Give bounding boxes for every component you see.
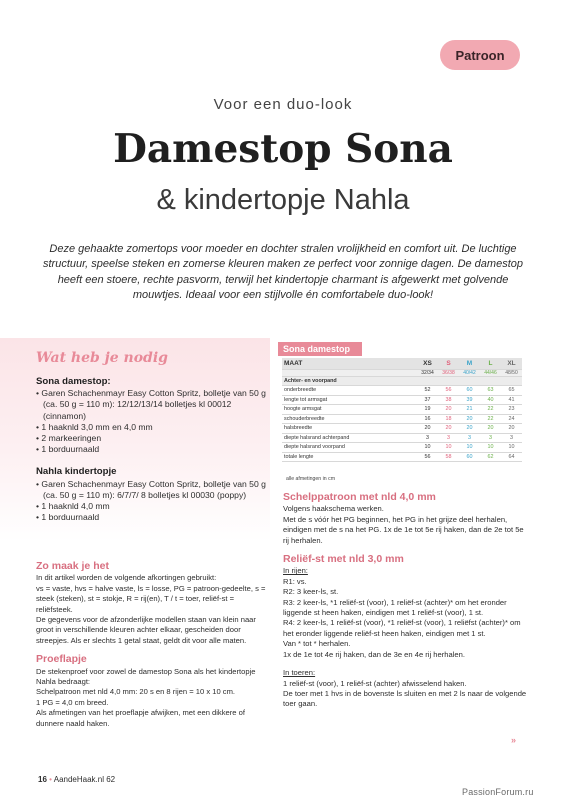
table-cell: 56: [417, 452, 438, 462]
shell-pattern-title: Schelppatroon met nld 4,0 mm: [283, 491, 436, 503]
table-cell: 60: [459, 386, 480, 396]
table-cell: 10: [501, 443, 522, 453]
category-badge: Patroon: [440, 40, 520, 70]
instructions-right-column: [283, 492, 527, 710]
table-cell: 3: [417, 433, 438, 443]
rounds-heading: In toeren:: [283, 668, 316, 678]
table-cell: 3: [438, 433, 459, 443]
table-cell: 52: [417, 386, 438, 396]
materials-body: [36, 376, 268, 523]
paragraph: Schelpatroon met nld 4,0 mm: 20 s en 8 rijen = 10 x 10 cm.: [36, 687, 236, 697]
table-header-cell: L: [480, 358, 501, 369]
table-cell: 24: [501, 414, 522, 424]
paragraph: Volgens haakschema werken.: [283, 504, 384, 514]
paragraph: R3: 2 keer-ls, *1 reliëf-st (voor), 1 reliëf-st (achter)* om het eronder liggende st heen haken, eindigen met 1 reliëf-st (voor), 1 st.: [283, 597, 507, 618]
table-row: [282, 452, 522, 462]
table-header-cell: XL: [501, 358, 522, 369]
table-row-label: hoogte armsgat: [282, 405, 417, 415]
nahla-materials-list: [36, 479, 268, 524]
footer-dot: •: [49, 775, 52, 784]
table-cell: 10: [480, 443, 501, 453]
table-subheader-row: [282, 369, 522, 376]
table-cell: 62: [480, 452, 501, 462]
table-cell: 10: [417, 443, 438, 453]
paragraph: Van * tot * herhalen.: [283, 639, 351, 649]
table-row-label: totale lengte: [282, 452, 417, 462]
paragraph: De gegevens voor de afzonderlijke modellen staan van klein naar groot in verschillende kleuren achter elkaar, gescheiden door streepjes. Als er slechts 1 getal staat, geldt dit voor alle maten.: [36, 615, 256, 645]
size-chart-table: [282, 358, 522, 462]
table-cell: 40: [480, 395, 501, 405]
instructions-left-column: [36, 561, 268, 729]
howto-title: Zo maak je het: [36, 560, 109, 572]
table-cell: 38: [438, 395, 459, 405]
paragraph: 1 reliëf-st (voor), 1 reliëf-st (achter) afwisselend haken.: [283, 678, 467, 688]
table-cell: 10: [459, 443, 480, 453]
table-cell: 18: [438, 414, 459, 424]
table-row: [282, 414, 522, 424]
table-cell: 39: [459, 395, 480, 405]
table-cell: 58: [438, 452, 459, 462]
paragraph: R1: vs.: [283, 576, 307, 586]
table-section-label: Achter- en voorpand: [282, 376, 522, 386]
table-cell: 20: [459, 424, 480, 434]
sona-heading: Sona damestop:: [36, 376, 111, 387]
paragraph: R4: 2 keer-ls, 1 reliëf-st (voor), *1 reliëf-st (voor), 1 reliëfst (achter)* om het eronder liggende reliëf-st heen haken, eindigen met 1 st.: [283, 618, 521, 638]
paragraph: 1 PG = 4,0 cm breed.: [36, 697, 109, 707]
table-cell: [282, 369, 417, 376]
table-row-label: schouderbreedte: [282, 414, 417, 424]
nahla-heading: Nahla kindertopje: [36, 466, 117, 478]
table-cell: 56: [438, 386, 459, 396]
table-header-cell: MAAT: [282, 358, 417, 369]
list-item: • 1 borduurnaald: [36, 444, 100, 455]
table-cell: 65: [501, 386, 522, 396]
table-body: [282, 386, 522, 462]
table-row: [282, 405, 522, 415]
paragraph: 1x de 1e tot 4e rij haken, dan de 3e en 4e rij herhalen.: [283, 649, 465, 659]
table-cell: 21: [459, 405, 480, 415]
table-cell: 20: [480, 424, 501, 434]
paragraph: R2: 3 keer-ls, st.: [283, 587, 339, 597]
list-item: • Garen Schachenmayr Easy Cotton Spritz, bolletje van 50 g (ca. 50 g = 110 m): 6/7/7/ 8 bolletjes kl 00030 (poppy): [36, 478, 266, 500]
list-item: • 1 haaknld 3,0 mm en 4,0 mm: [36, 421, 153, 432]
table-cell: 10: [438, 443, 459, 453]
table-cell: 41: [501, 395, 522, 405]
page-number: 16: [38, 775, 47, 784]
table-row-label: halsbreedte: [282, 424, 417, 434]
table-row-label: lengte tot armsgat: [282, 395, 417, 405]
paragraph: De toer met 1 hvs in de bovenste ls sluiten en met 2 ls naar de volgende toer gaan.: [283, 688, 527, 709]
table-cell: 20: [438, 405, 459, 415]
table-row: [282, 443, 522, 453]
table-row: [282, 386, 522, 396]
table-cell: 32/34: [417, 369, 438, 376]
page-footer: [38, 775, 115, 784]
table-cell: 37: [417, 395, 438, 405]
table-header-cell: M: [459, 358, 480, 369]
paragraph: vs = vaste, hvs = halve vaste, ls = losse, PG = patroon-gedeelte, s = steek (steken), st = stokje, R = rij(en), T / t = toer, reliëf-st = reliëfsteek.: [36, 583, 266, 614]
paragraph: De stekenproef voor zowel de damestop Sona als het kindertopje Nahla bedraagt:: [36, 666, 256, 687]
table-row-label: diepte halsrand voorpand: [282, 443, 417, 453]
paragraph: Met de s vóór het PG beginnen, het PG in het grijze deel herhalen, eindigen met de s na het PG. 1x de 1e tot 5e rij haken, dan de 2e tot 5e rij herhalen.: [283, 514, 524, 545]
table-cell: 3: [501, 433, 522, 443]
magazine-name: AandeHaak.nl 62: [53, 775, 116, 784]
table-note: alle afmetingen in cm: [286, 476, 336, 482]
size-chart-label: Sona damestop: [278, 342, 362, 356]
table-cell: 63: [480, 386, 501, 396]
table-section-row: [282, 376, 522, 386]
table-cell: 64: [501, 452, 522, 462]
page-title: Damestop Sona: [113, 126, 453, 172]
table-cell: 3: [459, 433, 480, 443]
list-item: • 1 haaknld 4,0 mm: [36, 501, 110, 512]
continue-arrow: »: [511, 735, 517, 745]
list-item: • 1 borduurnaald: [36, 512, 100, 523]
table-cell: 20: [438, 424, 459, 434]
list-item: • Garen Schachenmayr Easy Cotton Spritz, bolletje van 50 g (ca. 50 g = 110 m): 12/12/13/14 bolletjes kl 00012 (cinnamon): [36, 388, 266, 421]
table-row: [282, 395, 522, 405]
table-cell: 20: [501, 424, 522, 434]
table-row-label: onderbreedte: [282, 386, 417, 396]
table-cell: 36/38: [438, 369, 459, 376]
table-cell: 44/46: [480, 369, 501, 376]
rows-heading: In rijen:: [283, 566, 308, 576]
table-row-label: diepte halsrand achterpand: [282, 433, 417, 443]
table-cell: 22: [480, 405, 501, 415]
intro-text: Deze gehaakte zomertops voor moeder en dochter stralen vrolijkheid en comfort uit. De luchtige structuur, speelse steken en zomerse kleuren maken ze perfect voor zonnige dagen. De damestop heeft een stoere, rechte pasvorm, terwijl het kindertopje charmant is afgewerkt met golvende mouwtjes. Ideaal voor een stijlvolle én comfortabele duo-look!: [43, 243, 523, 301]
table-cell: 20: [459, 414, 480, 424]
paragraph: Als afmetingen van het proeflapje afwijken, met een dikkere of dunnere naald haken.: [36, 708, 245, 728]
gauge-title: Proeflapje: [36, 653, 87, 666]
table-row: [282, 424, 522, 434]
page-subtitle: & kindertopje Nahla: [156, 184, 410, 216]
table-header-row: [282, 358, 522, 369]
materials-box: [0, 338, 270, 542]
table-cell: 19: [417, 405, 438, 415]
table-cell: 40/42: [459, 369, 480, 376]
relief-title: Reliëf-st met nld 3,0 mm: [283, 553, 404, 566]
table-header-cell: S: [438, 358, 459, 369]
table-row: [282, 433, 522, 443]
table-cell: 60: [459, 452, 480, 462]
table-header-cell: XS: [417, 358, 438, 369]
watermark: PassionForum.ru: [462, 787, 534, 797]
list-item: • 2 markeeringen: [36, 433, 102, 444]
sona-materials-list: [36, 388, 268, 455]
table-cell: 3: [480, 433, 501, 443]
table-cell: 23: [501, 405, 522, 415]
materials-title: Wat heb je nodig: [36, 350, 168, 366]
table-cell: 48/50: [501, 369, 522, 376]
table-cell: 16: [417, 414, 438, 424]
table-cell: 20: [417, 424, 438, 434]
table-cell: 22: [480, 414, 501, 424]
paragraph: In dit artikel worden de volgende afkortingen gebruikt:: [36, 573, 217, 583]
kicker: Voor een duo-look: [213, 96, 353, 113]
